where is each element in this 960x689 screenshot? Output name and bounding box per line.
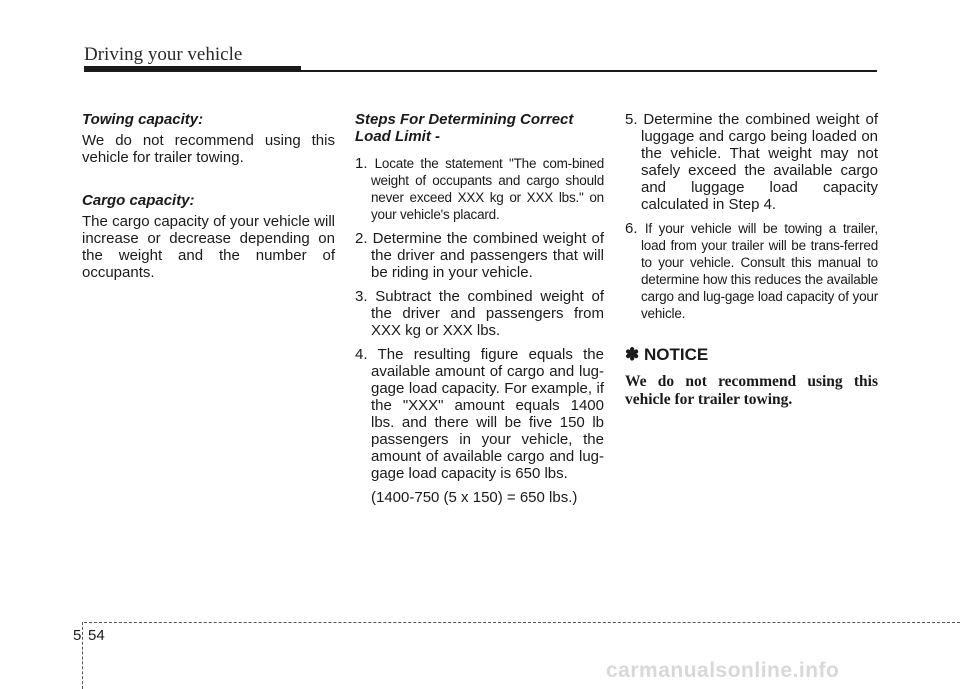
step-2 <box>355 230 604 281</box>
step-text: The resulting figure equals the available amount of cargo and lug-gage load capacity. For example, if the "XXX" amount equals 1400 lbs. and there will be five 150 lb passengers in your vehicle, the amount of available cargo and lug-gage load capacity is 650 lbs. <box>371 346 604 482</box>
column-middle <box>355 111 604 506</box>
watermark: carmanualsonline.info <box>606 659 840 682</box>
step-1 <box>355 155 604 223</box>
column-right <box>625 111 878 409</box>
step-number: 3. <box>355 288 368 305</box>
footer-rule <box>84 622 960 623</box>
step-3 <box>355 288 604 339</box>
step-number: 4. <box>355 346 368 363</box>
step-number: 6. <box>625 220 638 237</box>
step-4 <box>355 346 604 482</box>
step-number: 1. <box>355 155 368 172</box>
cargo-capacity-heading: Cargo capacity: <box>82 192 195 209</box>
step-number: 5. <box>625 111 638 128</box>
step-number: 2. <box>355 230 368 247</box>
cargo-capacity-text: The cargo capacity of your vehicle will increase or decrease depending on the weight and the number of occupants. <box>82 213 335 281</box>
notice-star-icon: ✽ <box>625 345 640 364</box>
header-rule-thin <box>301 70 877 72</box>
page-number: 54 <box>88 627 105 644</box>
step-5 <box>625 111 878 213</box>
step-text: Locate the statement "The com-bined weight of occupants and cargo should never exceed XXX kg or XXX lbs." on your vehicle's placard. <box>371 156 605 222</box>
step-text: Determine the combined weight of the driver and passengers that will be riding in your vehicle. <box>371 230 604 281</box>
notice-heading <box>625 346 878 363</box>
notice-title: NOTICE <box>643 345 709 364</box>
header-rule-thick <box>84 66 301 72</box>
chapter-number: 5 <box>73 627 82 644</box>
load-limit-heading: Steps For Determining Correct Load Limit - <box>355 111 574 145</box>
load-formula: (1400-750 (5 x 150) = 650 lbs.) <box>371 489 578 506</box>
notice-text: We do not recommend using this vehicle for trailer towing. <box>625 373 878 408</box>
towing-capacity-text: We do not recommend using this vehicle for trailer towing. <box>82 132 335 166</box>
footer-vertical-rule <box>82 622 83 689</box>
towing-capacity-heading: Towing capacity: <box>82 111 204 128</box>
step-text: Determine the combined weight of luggage and cargo being loaded on the vehicle. That weight may not safely exceed the available cargo and luggage load capacity calculated in Step 4. <box>641 111 878 213</box>
page-header-title: Driving your vehicle <box>84 44 243 65</box>
step-text: Subtract the combined weight of the driver and passengers from XXX kg or XXX lbs. <box>371 288 605 339</box>
step-text: If your vehicle will be towing a trailer, load from your trailer will be trans-ferred to your vehicle. Consult this manual to determine how this reduces the available cargo and lug-gage load capacity of your vehicle. <box>641 221 878 321</box>
step-6 <box>625 220 878 322</box>
column-left <box>82 111 335 307</box>
